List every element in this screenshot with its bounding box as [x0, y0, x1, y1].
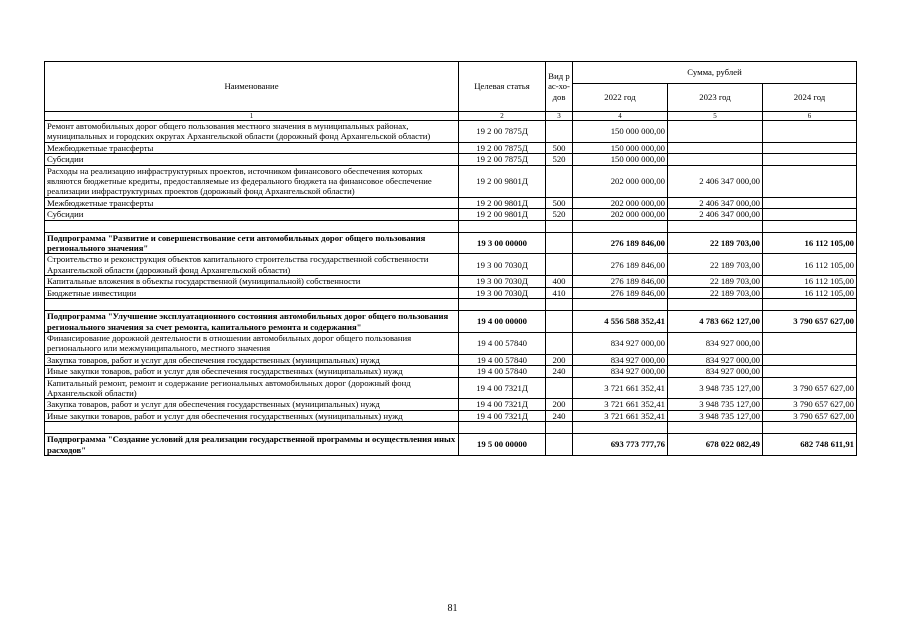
- cell-target-article: 19 4 00 57840: [459, 332, 546, 354]
- cell-expense-type: [546, 299, 573, 311]
- cell-sum-2023: 678 022 082,49: [668, 434, 763, 456]
- table-row: [45, 287, 857, 298]
- cell-sum-2024: [763, 154, 857, 165]
- cell-target-article: 19 3 00 7030Д: [459, 276, 546, 287]
- cell-expense-type: [546, 254, 573, 276]
- cell-name: Закупка товаров, работ и услуг для обеспечения государственных (муниципальных) нужд: [45, 399, 459, 410]
- table-row: [45, 377, 857, 399]
- cell-target-article: 19 2 00 7875Д: [459, 154, 546, 165]
- cell-target-article: 19 3 00 00000: [459, 232, 546, 254]
- cell-sum-2024: [763, 197, 857, 208]
- cell-sum-2023: 22 189 703,00: [668, 276, 763, 287]
- cell-expense-type: [546, 422, 573, 434]
- cell-name: Бюджетные инвестиции: [45, 287, 459, 298]
- header-year-2024: 2024 год: [763, 84, 857, 112]
- cell-sum-2022: 276 189 846,00: [573, 254, 668, 276]
- cell-expense-type: 520: [546, 154, 573, 165]
- cell-expense-type: 240: [546, 410, 573, 421]
- cell-expense-type: 400: [546, 276, 573, 287]
- table-row-subprogram: [45, 232, 857, 254]
- cell-target-article: 19 4 00 7321Д: [459, 399, 546, 410]
- cell-sum-2023: [668, 220, 763, 232]
- cell-target-article: [459, 220, 546, 232]
- table-row: [45, 276, 857, 287]
- cell-sum-2022: 834 927 000,00: [573, 354, 668, 365]
- table-row: [45, 354, 857, 365]
- col-number-3: 3: [546, 112, 573, 121]
- cell-name: Подпрограмма "Создание условий для реализации государственной программы и осуществления иных расходов": [45, 434, 459, 456]
- cell-name: Закупка товаров, работ и услуг для обеспечения государственных (муниципальных) нужд: [45, 354, 459, 365]
- cell-name: Субсидии: [45, 209, 459, 220]
- cell-sum-2024: 16 112 105,00: [763, 232, 857, 254]
- header-name: Наименование: [45, 62, 459, 112]
- cell-sum-2022: 150 000 000,00: [573, 154, 668, 165]
- cell-sum-2024: 16 112 105,00: [763, 276, 857, 287]
- cell-sum-2023: [668, 299, 763, 311]
- cell-name: Иные закупки товаров, работ и услуг для обеспечения государственных (муниципальных) нужд: [45, 366, 459, 377]
- col-number-4: 4: [573, 112, 668, 121]
- cell-expense-type: [546, 121, 573, 143]
- cell-expense-type: [546, 377, 573, 399]
- cell-expense-type: 410: [546, 287, 573, 298]
- cell-sum-2023: 22 189 703,00: [668, 254, 763, 276]
- cell-target-article: 19 2 00 9801Д: [459, 165, 546, 197]
- cell-sum-2022: 150 000 000,00: [573, 121, 668, 143]
- cell-sum-2022: [573, 299, 668, 311]
- cell-sum-2023: 3 948 735 127,00: [668, 410, 763, 421]
- cell-target-article: 19 3 00 7030Д: [459, 287, 546, 298]
- cell-sum-2024: [763, 142, 857, 153]
- cell-sum-2022: [573, 220, 668, 232]
- cell-target-article: 19 2 00 7875Д: [459, 121, 546, 143]
- cell-name: Межбюджетные трансферты: [45, 197, 459, 208]
- col-number-1: 1: [45, 112, 459, 121]
- table-row-spacer: [45, 220, 857, 232]
- cell-expense-type: [546, 434, 573, 456]
- cell-name: Субсидии: [45, 154, 459, 165]
- page-number: 81: [447, 603, 458, 614]
- table-row: [45, 254, 857, 276]
- cell-sum-2024: [763, 209, 857, 220]
- cell-sum-2023: 22 189 703,00: [668, 232, 763, 254]
- table-row-spacer: [45, 299, 857, 311]
- cell-sum-2024: [763, 220, 857, 232]
- cell-target-article: 19 3 00 7030Д: [459, 254, 546, 276]
- cell-sum-2022: 3 721 661 352,41: [573, 377, 668, 399]
- col-number-6: 6: [763, 112, 857, 121]
- cell-sum-2024: 3 790 657 627,00: [763, 410, 857, 421]
- cell-sum-2022: 202 000 000,00: [573, 209, 668, 220]
- cell-sum-2023: 3 948 735 127,00: [668, 377, 763, 399]
- cell-sum-2023: [668, 142, 763, 153]
- cell-name: Подпрограмма "Улучшение эксплуатационного состояния автомобильных дорог общего пользования регионального значения за счет ремонта, капитального ремонта и содержания": [45, 311, 459, 333]
- cell-target-article: 19 2 00 7875Д: [459, 142, 546, 153]
- table-row: [45, 209, 857, 220]
- cell-expense-type: [546, 311, 573, 333]
- header-expense-type-text: Вид рас-хо-дов: [548, 70, 570, 102]
- cell-expense-type: 500: [546, 197, 573, 208]
- cell-target-article: 19 4 00 7321Д: [459, 377, 546, 399]
- cell-name: Капитальные вложения в объекты государственной (муниципальной) собственности: [45, 276, 459, 287]
- header-year-2023: 2023 год: [668, 84, 763, 112]
- cell-name: Иные закупки товаров, работ и услуг для обеспечения государственных (муниципальных) нужд: [45, 410, 459, 421]
- cell-sum-2024: [763, 332, 857, 354]
- table-header: [45, 62, 857, 121]
- table-row: [45, 410, 857, 421]
- budget-table: [44, 61, 857, 456]
- cell-expense-type: 200: [546, 399, 573, 410]
- cell-sum-2024: [763, 299, 857, 311]
- cell-sum-2022: 3 721 661 352,41: [573, 399, 668, 410]
- cell-sum-2023: [668, 154, 763, 165]
- cell-sum-2022: [573, 422, 668, 434]
- cell-sum-2022: 276 189 846,00: [573, 287, 668, 298]
- cell-sum-2023: 2 406 347 000,00: [668, 197, 763, 208]
- cell-sum-2023: 834 927 000,00: [668, 332, 763, 354]
- cell-target-article: [459, 422, 546, 434]
- cell-sum-2024: [763, 422, 857, 434]
- cell-sum-2022: 202 000 000,00: [573, 197, 668, 208]
- cell-sum-2023: 2 406 347 000,00: [668, 209, 763, 220]
- cell-sum-2022: 202 000 000,00: [573, 165, 668, 197]
- cell-name: Финансирование дорожной деятельности в отношении автомобильных дорог общего пользования регионального или межмуниципального, местного значения: [45, 332, 459, 354]
- cell-name: Строительство и реконструкция объектов капитального строительства государственной собственности Архангельской области (дорожный фонд Архангельской области): [45, 254, 459, 276]
- cell-expense-type: [546, 332, 573, 354]
- cell-target-article: 19 2 00 9801Д: [459, 209, 546, 220]
- table-body: [45, 121, 857, 456]
- cell-sum-2024: [763, 165, 857, 197]
- table-row-subprogram: [45, 311, 857, 333]
- cell-name: [45, 299, 459, 311]
- cell-sum-2024: 3 790 657 627,00: [763, 399, 857, 410]
- cell-expense-type: 520: [546, 209, 573, 220]
- table-row: [45, 332, 857, 354]
- cell-sum-2024: [763, 366, 857, 377]
- header-year-2022: 2022 год: [573, 84, 668, 112]
- cell-sum-2022: 3 721 661 352,41: [573, 410, 668, 421]
- cell-sum-2023: [668, 422, 763, 434]
- header-target-article-text: Целевая статья: [474, 81, 530, 92]
- cell-name: Межбюджетные трансферты: [45, 142, 459, 153]
- cell-sum-2022: 150 000 000,00: [573, 142, 668, 153]
- cell-sum-2023: 834 927 000,00: [668, 354, 763, 365]
- table-row: [45, 121, 857, 143]
- cell-sum-2022: 4 556 588 352,41: [573, 311, 668, 333]
- cell-sum-2023: 834 927 000,00: [668, 366, 763, 377]
- cell-sum-2024: 16 112 105,00: [763, 254, 857, 276]
- cell-sum-2024: 3 790 657 627,00: [763, 311, 857, 333]
- cell-expense-type: [546, 165, 573, 197]
- cell-sum-2022: 693 773 777,76: [573, 434, 668, 456]
- header-target-article: [459, 62, 546, 112]
- cell-sum-2022: 834 927 000,00: [573, 366, 668, 377]
- cell-sum-2023: 3 948 735 127,00: [668, 399, 763, 410]
- cell-sum-2023: 4 783 662 127,00: [668, 311, 763, 333]
- cell-sum-2023: 22 189 703,00: [668, 287, 763, 298]
- cell-target-article: [459, 299, 546, 311]
- col-number-5: 5: [668, 112, 763, 121]
- cell-expense-type: 200: [546, 354, 573, 365]
- cell-sum-2024: 682 748 611,91: [763, 434, 857, 456]
- cell-target-article: 19 4 00 57840: [459, 354, 546, 365]
- cell-name: [45, 422, 459, 434]
- table-row: [45, 142, 857, 153]
- cell-sum-2022: 834 927 000,00: [573, 332, 668, 354]
- cell-target-article: 19 4 00 7321Д: [459, 410, 546, 421]
- table-row-spacer: [45, 422, 857, 434]
- header-sum: Сумма, рублей: [573, 62, 857, 84]
- cell-expense-type: [546, 232, 573, 254]
- header-expense-type: [546, 62, 573, 112]
- table-row: [45, 197, 857, 208]
- cell-sum-2024: [763, 354, 857, 365]
- cell-sum-2023: [668, 121, 763, 143]
- cell-sum-2024: [763, 121, 857, 143]
- cell-expense-type: 500: [546, 142, 573, 153]
- cell-sum-2023: 2 406 347 000,00: [668, 165, 763, 197]
- cell-expense-type: [546, 220, 573, 232]
- cell-sum-2024: 16 112 105,00: [763, 287, 857, 298]
- cell-name: [45, 220, 459, 232]
- cell-target-article: 19 2 00 9801Д: [459, 197, 546, 208]
- table-row: [45, 165, 857, 197]
- table-row: [45, 154, 857, 165]
- cell-target-article: 19 4 00 57840: [459, 366, 546, 377]
- cell-name: Расходы на реализацию инфраструктурных проектов, источником финансового обеспечения которых являются бюджетные кредиты, предоставляемые из федерального бюджета на финансовое обеспечение реализации инфраструктурных проектов (дорожный фонд Архангельской области): [45, 165, 459, 197]
- cell-sum-2022: 276 189 846,00: [573, 232, 668, 254]
- table-row: [45, 366, 857, 377]
- cell-name: Ремонт автомобильных дорог общего пользования местного значения в муниципальных районах, муниципальных и городских округах Архангельской области (дорожный фонд Архангельской области): [45, 121, 459, 143]
- cell-expense-type: 240: [546, 366, 573, 377]
- cell-name: Подпрограмма "Развитие и совершенствование сети автомобильных дорог общего пользования регионального значения": [45, 232, 459, 254]
- cell-target-article: 19 5 00 00000: [459, 434, 546, 456]
- cell-name: Капитальный ремонт, ремонт и содержание региональных автомобильных дорог (дорожный фонд Архангельской области): [45, 377, 459, 399]
- cell-target-article: 19 4 00 00000: [459, 311, 546, 333]
- table-row-subprogram: [45, 434, 857, 456]
- cell-sum-2022: 276 189 846,00: [573, 276, 668, 287]
- col-number-2: 2: [459, 112, 546, 121]
- cell-sum-2024: 3 790 657 627,00: [763, 377, 857, 399]
- table-row: [45, 399, 857, 410]
